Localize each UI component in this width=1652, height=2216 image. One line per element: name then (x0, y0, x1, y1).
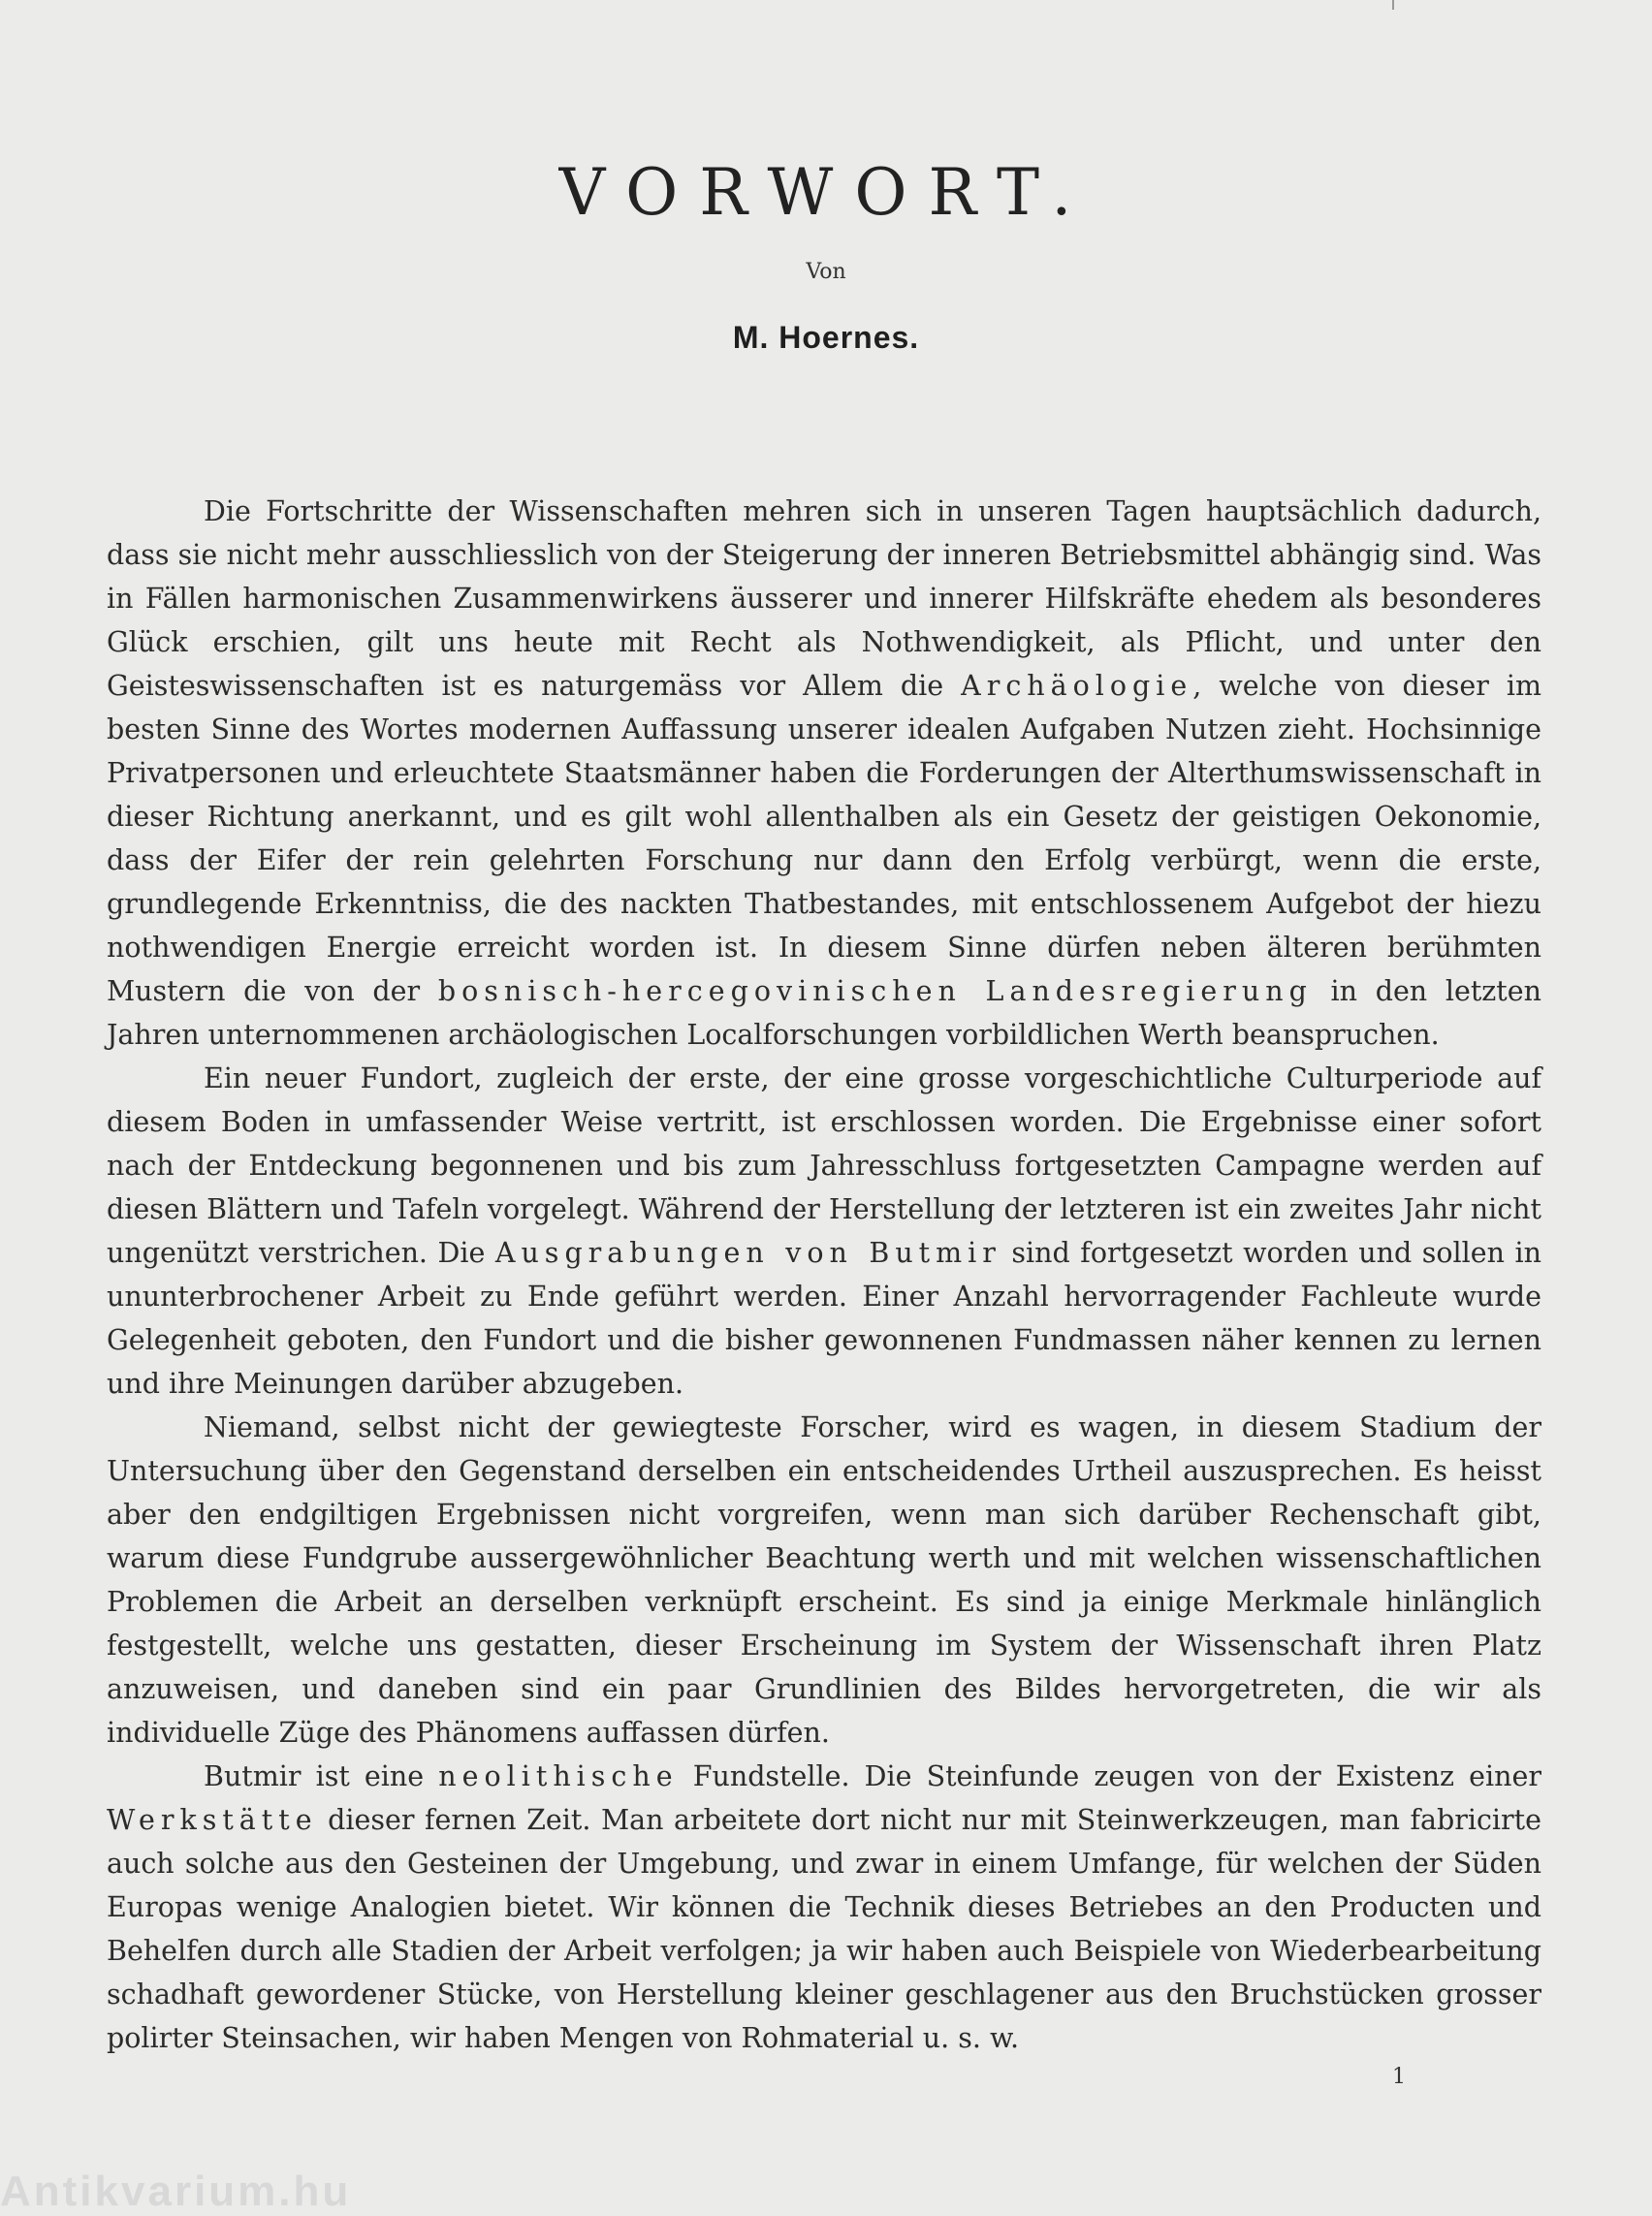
paragraph-text: Niemand, selbst nicht der gewiegteste Forscher, wird es wagen, in diesem Stadium der Untersuchung über den Gegenstand derselben ein entscheidendes Urtheil auszusprechen. Es heisst aber den endgiltigen Ergebnissen nicht vorgreifen, wenn man sich darüber Rechenschaft gibt, warum diese Fundgrube aussergewöhnlicher Beachtung werth und mit welchen wissenschaftlichen Problemen die Arbeit an derselben verknüpft erscheint. Es sind ja einige Merkmale hinlänglich festgestellt, welche uns gestatten, dieser Erscheinung im System der Wissenschaft ihren Platz anzuweisen, und daneben sind ein paar Grundlinien des Bildes hervorgetreten, die wir als individuelle Züge des Phänomens auffassen dürfen. (107, 1411, 1541, 1749)
paragraph-text: , welche von dieser im besten Sinne des Wortes modernen Auffassung unserer idealen Aufgaben Nutzen zieht. Hochsinnige Privatpersonen und erleuchtete Staatsmänner haben die Forderungen der Alterthumswissenschaft in dieser Richtung anerkannt, und es gilt wohl allenthalben als ein Gesetz der geistigen Oekonomie, dass der Eifer der rein gelehrten Forschung nur dann den Erfolg verbürgt, wenn die erste, grundlegende Erkenntniss, die des nackten Thatbestandes, mit entschlossenem Aufgebot der hiezu nothwendigen Energie erreicht worden ist. In diesem Sinne dürfen neben älteren berühmten Mustern die von der (107, 670, 1541, 1007)
spaced-term: Ausgrabungen von Butmir (494, 1237, 1001, 1269)
page-edge-mark (1392, 0, 1394, 10)
paragraph-3 (107, 1406, 1541, 1755)
paragraph-text: sind fortgesetzt worden und sollen in ununterbrochener Arbeit zu Ende geführt werden. Einer Anzahl hervorragender Fachleute wurde Gelegenheit geboten, den Fundort und die bisher gewonnenen Fundmassen näher kennen zu lernen und ihre Meinungen darüber abzugeben. (107, 1237, 1542, 1400)
paragraph-text: Die Fortschritte der Wissenschaften mehren sich in unseren Tagen hauptsächlich dadurch, dass sie nicht mehr ausschliesslich von der Steigerung der inneren Betriebsmittel abhängig sind. Was in Fällen harmonischen Zusammenwirkens äusserer und innerer Hilfskräfte ehedem als besonderes Glück erschien, gilt uns heute mit Recht als Nothwendigkeit, als Pflicht, und unter den Geisteswissenschaften ist es naturgemäss vor Allem die (107, 495, 1541, 702)
paragraph-4 (107, 1755, 1541, 2060)
watermark: Antikvarium.hu (0, 2168, 352, 2215)
spaced-term: neolithische (438, 1760, 679, 1792)
paragraph-1 (107, 490, 1541, 1057)
page-title: VORWORT. (558, 155, 1094, 230)
byline-von: Von (806, 260, 846, 284)
paragraph-text: dieser fernen Zeit. Man arbeitete dort nicht nur mit Steinwerkzeugen, man fabricirte auch solche aus den Gesteinen der Umgebung, und zwar in einem Umfange, für welchen der Süden Europas wenige Analogien bietet. Wir können die Technik dieses Betriebes an den Producten und Behelfen durch alle Stadien der Arbeit verfolgen; ja wir haben auch Beispiele von Wiederbearbeitung schadhaft gewordener Stücke, von Herstellung kleiner geschlagener aus den Bruchstücken grosser polirter Steinsachen, wir haben Mengen von Rohmaterial u. s. w. (107, 1804, 1541, 2054)
paragraph-text: Ein neuer Fundort, zugleich der erste, der eine grosse vorgeschichtliche Culturperiode auf diesem Boden in umfassender Weise vertritt, ist erschlossen worden. Die Ergebnisse einer sofort nach der Entdeckung begonnenen und bis zum Jahresschluss fortgesetzten Campagne werden auf diesen Blättern und Tafeln vorgelegt. Während der Herstellung der letzteren ist ein zweites Jahr nicht ungenützt verstrichen. Die (107, 1062, 1541, 1269)
paragraph-text: Fundstelle. Die Steinfunde zeugen von der Existenz einer (678, 1760, 1541, 1792)
spaced-term: bosnisch-hercegovinischen Landesregierung (437, 975, 1313, 1007)
body-text (107, 490, 1541, 2060)
author-name: M. Hoernes. (732, 320, 920, 355)
spaced-term: Werkstätte (107, 1804, 318, 1836)
paragraph-text: in den letzten Jahren unternommenen archäologischen Localforschungen vorbildlichen Werth beanspruchen. (107, 975, 1541, 1051)
paragraph-2 (107, 1057, 1541, 1406)
spaced-term: Archäologie (961, 670, 1193, 702)
paragraph-text: Butmir ist eine (204, 1760, 439, 1792)
page-number: 1 (1392, 2065, 1406, 2089)
